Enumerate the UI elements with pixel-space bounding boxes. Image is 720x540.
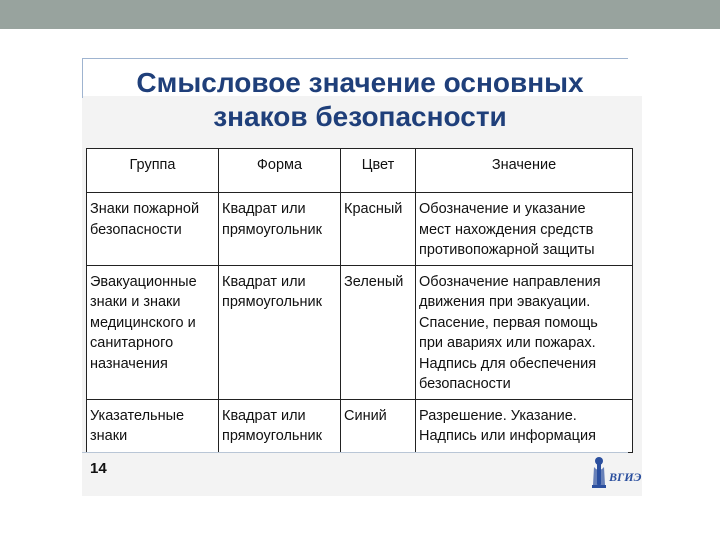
table-row <box>87 193 633 266</box>
university-logo <box>588 455 648 495</box>
cell-group: Указательные знаки <box>87 399 219 452</box>
column-header-group: Группа <box>87 149 219 193</box>
page-number: 14 <box>90 460 107 477</box>
title-top-rule <box>82 58 628 59</box>
table-header-row <box>87 149 633 193</box>
cell-meaning: Обозначение и указание мест нахождения средств противопожарной защиты <box>416 193 633 266</box>
slide-title <box>82 66 638 134</box>
column-header-color: Цвет <box>341 149 416 193</box>
cell-color: Синий <box>341 399 416 452</box>
cell-meaning: Обозначение направления движения при эвакуации. Спасение, первая помощь при авариях или пожарах. Надпись для обеспечения безопасности <box>416 265 633 399</box>
safety-signs-table <box>86 148 633 453</box>
logo-wordmark: ВГИЭ <box>609 470 642 484</box>
cell-color: Зеленый <box>341 265 416 399</box>
top-bar <box>0 0 720 29</box>
cell-shape: Квадрат или прямоугольник <box>219 265 341 399</box>
cell-shape: Квадрат или прямоугольник <box>219 193 341 266</box>
cell-color: Красный <box>341 193 416 266</box>
footer-rule <box>82 452 628 453</box>
column-header-shape: Форма <box>219 149 341 193</box>
slide-title-line-2: знаков безопасности <box>213 101 507 132</box>
cell-shape: Квадрат или прямоугольник <box>219 399 341 452</box>
cell-meaning: Разрешение. Указание. Надпись или информация <box>416 399 633 452</box>
table-row <box>87 265 633 399</box>
cell-group: Эвакуационные знаки и знаки медицинского и санитарного назначения <box>87 265 219 399</box>
column-header-meaning: Значение <box>416 149 633 193</box>
table-row <box>87 399 633 452</box>
slide-title-line-1: Смысловое значение основных <box>136 67 584 98</box>
cell-group: Знаки пожарной безопасности <box>87 193 219 266</box>
